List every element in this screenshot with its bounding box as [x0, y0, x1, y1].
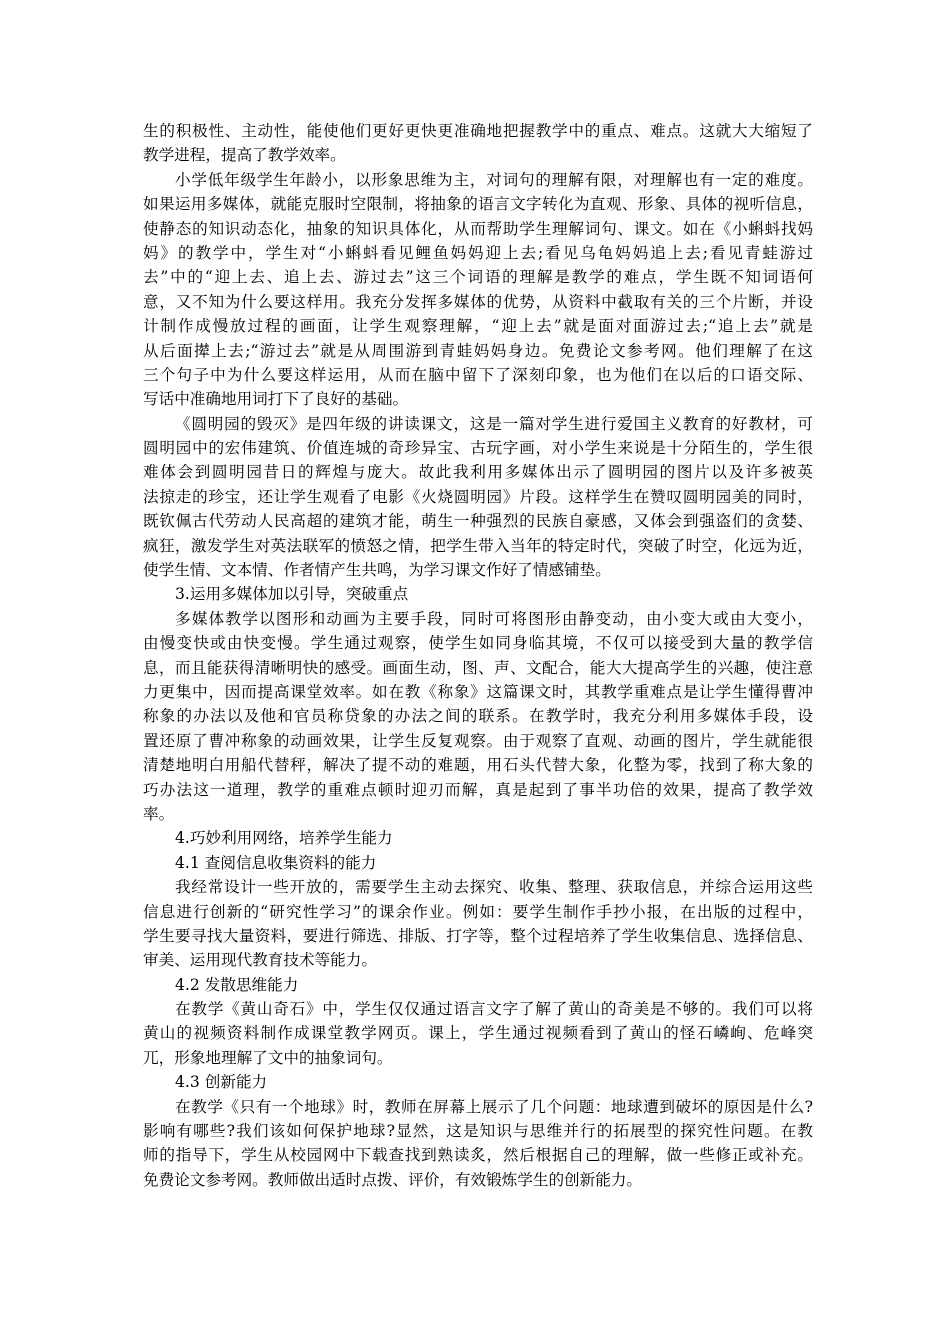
text-line: 信息进行创新的“研究性学习”的课余作业。例如：要学生制作手抄小报，在出版的过程中，	[143, 902, 813, 921]
paragraph	[143, 168, 813, 412]
text-line: 去”中的“迎上去、追上去、游过去”这三个词语的理解是教学的难点，学生既不知词语何	[143, 268, 813, 287]
text-line: 学生要寻找大量资料，要进行筛选、排版、打字等，整个过程培养了学生收集信息、选择信息、	[143, 926, 813, 945]
document-body	[143, 119, 813, 1192]
text-line: 影响有哪些?我们该如何保护地球?显然，这是知识与思维并行的拓展型的探究性问题。在教	[143, 1122, 813, 1141]
text-line: 息，而且能获得清晰明快的感受。画面生动，图、声、文配合，能大大提高学生的兴趣，使注意	[143, 658, 813, 677]
text-line: 师的指导下，学生从校园网中下载查找到熟读炙，然后根据自己的理解，做一些修正或补充。	[143, 1146, 813, 1165]
text-line: 使学生情、文本情、作者情产生共鸣，为学习课文作好了情感铺垫。	[143, 561, 611, 580]
text-line: 从后面撵上去;“游过去”就是从周围游到青蛙妈妈身边。免费论文参考网。他们理解了在这	[143, 341, 813, 360]
paragraph	[143, 119, 813, 168]
text-line: 4.巧妙利用网络，培养学生能力	[175, 829, 393, 848]
text-line: 教学进程，提高了教学效率。	[143, 146, 346, 165]
text-line: 我经常设计一些开放的，需要学生主动去探究、收集、整理、获取信息，并综合运用这些	[175, 878, 813, 897]
text-line: 由慢变快或由快变慢。学生通过观察，使学生如同身临其境，不仅可以接受到大量的教学信	[143, 634, 813, 653]
section-heading	[143, 1070, 813, 1094]
text-line: 计制作成慢放过程的画面，让学生观察理解，“迎上去”就是面对面游过去;“追上去”就是	[143, 317, 813, 336]
text-line: 难体会到圆明园昔日的辉煌与庞大。故此我利用多媒体出示了圆明园的图片以及许多被英	[143, 463, 813, 482]
text-line: 法掠走的珍宝，还让学生观看了电影《火烧圆明园》片段。这样学生在赞叹圆明园美的同时，	[143, 487, 813, 506]
section-heading	[143, 826, 813, 850]
text-line: 黄山的视频资料制作成课堂教学网页。课上，学生通过视频看到了黄山的怪石嶙峋、危峰突	[143, 1024, 813, 1043]
paragraph	[143, 997, 813, 1070]
text-line: 既钦佩古代劳动人民高超的建筑才能，萌生一种强烈的民族自豪感，又体会到强盗们的贪婪、	[143, 512, 813, 531]
text-line: 小学低年级学生年龄小，以形象思维为主，对词句的理解有限，对理解也有一定的难度。	[175, 170, 813, 189]
text-line: 率。	[143, 804, 175, 823]
text-line: 4.1 查阅信息收集资料的能力	[175, 853, 377, 872]
paragraph	[143, 875, 813, 973]
text-line: 意，又不知为什么要这样用。我充分发挥多媒体的优势，从资料中截取有关的三个片断，并设	[143, 292, 813, 311]
section-heading	[143, 582, 813, 606]
text-line: 兀，形象地理解了文中的抽象词句。	[143, 1048, 393, 1067]
text-line: 免费论文参考网。教师做出适时点拨、评价，有效锻炼学生的创新能力。	[143, 1170, 643, 1189]
text-line: 使静态的知识动态化，抽象的知识具体化，从而帮助学生理解词句、课文。如在《小蝌蚪找妈	[143, 219, 813, 238]
text-line: 4.2 发散思维能力	[175, 975, 299, 994]
text-line: 《圆明园的毁灭》是四年级的讲读课文，这是一篇对学生进行爱国主义教育的好教材，可	[175, 414, 813, 433]
text-line: 三个句子中为什么要这样运用，从而在脑中留下了深刻印象，也为他们在以后的口语交际、	[143, 365, 813, 384]
text-line: 写话中准确地用词打下了良好的基础。	[143, 390, 409, 409]
section-heading	[143, 973, 813, 997]
text-line: 3.运用多媒体加以引导，突破重点	[175, 585, 409, 604]
text-line: 如果运用多媒体，就能克服时空限制，将抽象的语言文字转化为直观、形象、具体的视听信息，	[143, 195, 813, 214]
section-heading	[143, 851, 813, 875]
text-line: 巧办法这一道理，教学的重难点顿时迎刃而解，真是起到了事半功倍的效果，提高了教学效	[143, 780, 813, 799]
text-line: 力更集中，因而提高课堂效率。如在教《称象》这篇课文时，其教学重难点是让学生懂得曹冲	[143, 682, 813, 701]
paragraph	[143, 607, 813, 827]
text-line: 在教学《黄山奇石》中，学生仅仅通过语言文字了解了黄山的奇美是不够的。我们可以将	[175, 1000, 813, 1019]
text-line: 4.3 创新能力	[175, 1073, 268, 1092]
text-line: 称象的办法以及他和官员称贷象的办法之间的联系。在教学时，我充分利用多媒体手段，设	[143, 707, 813, 726]
text-line: 审美、运用现代教育技术等能力。	[143, 951, 377, 970]
paragraph	[143, 1095, 813, 1193]
text-line: 置还原了曹冲称象的动画效果，让学生反复观察。由于观察了直观、动画的图片，学生就能很	[143, 731, 813, 750]
text-line: 圆明园中的宏伟建筑、价值连城的奇珍异宝、古玩字画，对小学生来说是十分陌生的，学生很	[143, 439, 813, 458]
text-line: 清楚地明白用船代替秤，解决了提不动的难题，用石头代替大象，化整为零，找到了称大象的	[143, 756, 813, 775]
text-line: 在教学《只有一个地球》时，教师在屏幕上展示了几个问题：地球遭到破坏的原因是什么?	[175, 1097, 813, 1116]
paragraph	[143, 412, 813, 583]
text-line: 妈》的教学中，学生对“小蝌蚪看见鲤鱼妈妈迎上去;看见乌龟妈妈追上去;看见青蛙游过	[143, 243, 813, 262]
text-line: 多媒体教学以图形和动画为主要手段，同时可将图形由静变动，由小变大或由大变小，	[175, 609, 813, 628]
text-line: 疯狂，激发学生对英法联军的愤怒之情，把学生带入当年的特定时代，突破了时空，化远为近，	[143, 536, 813, 555]
text-line: 生的积极性、主动性，能使他们更好更快更准确地把握教学中的重点、难点。这就大大缩短了	[143, 122, 813, 140]
